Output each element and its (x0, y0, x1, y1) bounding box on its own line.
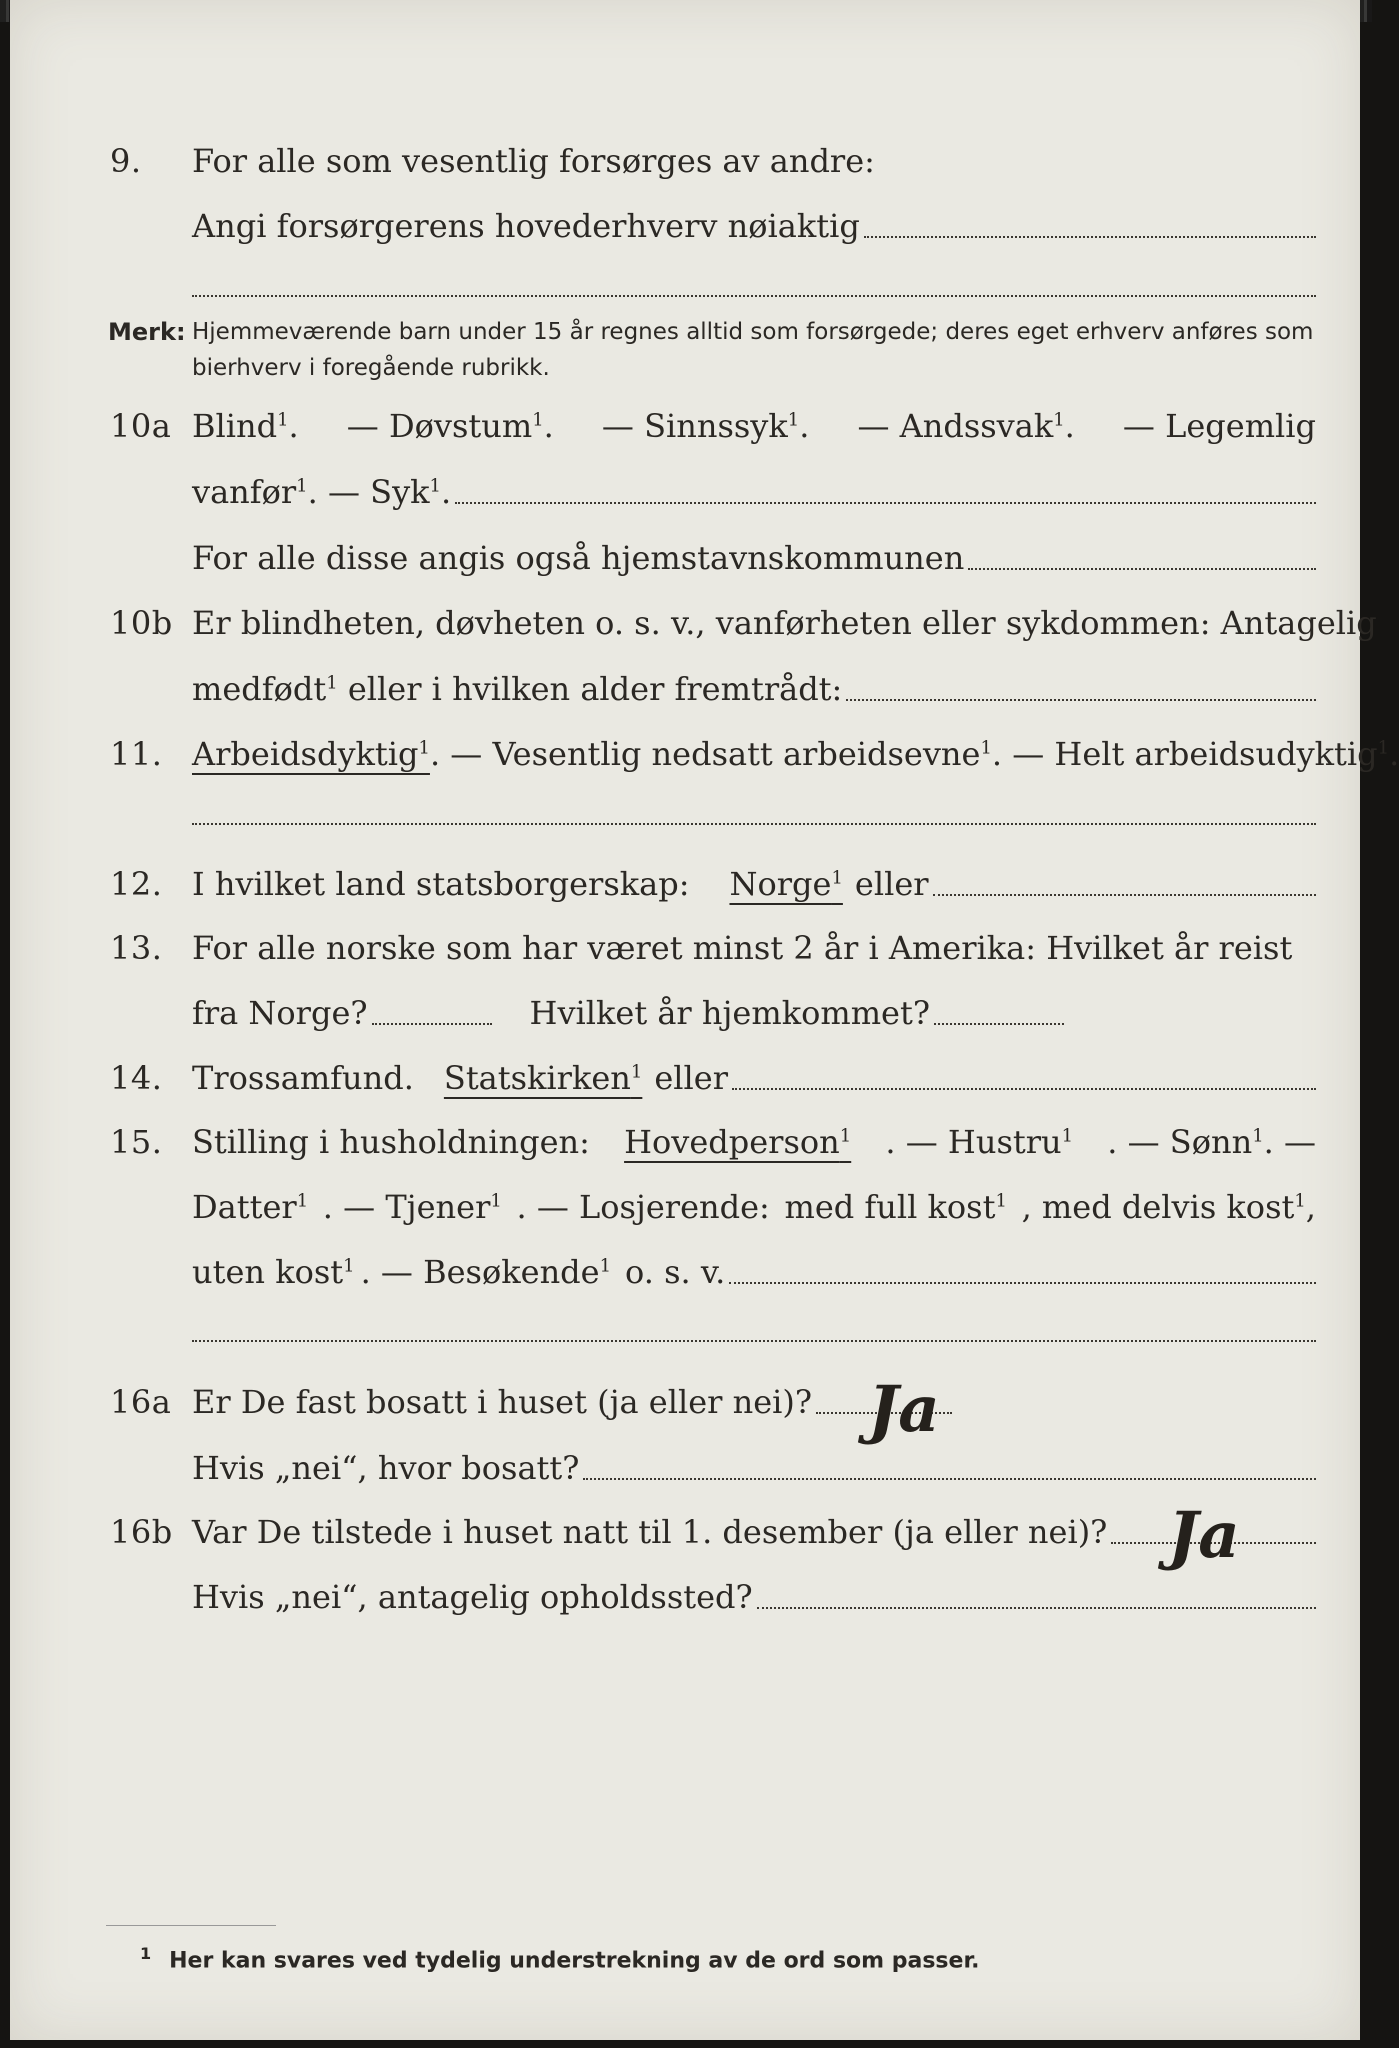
q15-row-1 (0, 1116, 1372, 1168)
q15-extra-line[interactable] (192, 1340, 1316, 1342)
q9-number: 9. (110, 142, 142, 180)
q10a-row-1 (0, 400, 1372, 452)
option-udyktig: . — Helt arbeidsudyktig$^1$. (991, 735, 1399, 773)
q16a-question: Er De fast bosatt i huset (ja eller nei)? (192, 1383, 813, 1421)
option-medfodt: medfødt$^1$ (192, 670, 338, 708)
q16b-question: Var De tilstede i huset natt til 1. desember (ja eller nei)? (192, 1513, 1108, 1551)
q10b-question: Er blindheten, døvheten o. s. v., vanførheten eller sykdommen: Antagelig (192, 604, 1377, 642)
q15-answer-line[interactable] (729, 1280, 1316, 1284)
q16a-row-1 (0, 1376, 1372, 1428)
q9-extra-line[interactable] (192, 295, 1316, 297)
q15-row-3 (0, 1246, 1372, 1298)
q13-reist-line[interactable] (372, 1021, 492, 1025)
q14-answer-line[interactable] (732, 1086, 1316, 1090)
option-statskirken-underlined: Statskirken$^1$ (443, 1059, 643, 1097)
q16b-handwritten-answer: Ja (1168, 1498, 1240, 1573)
q10a-hjemstavn-line[interactable] (968, 566, 1316, 570)
q10b-answer-line[interactable] (846, 697, 1316, 701)
q11-number: 11. (110, 735, 163, 773)
q13-number: 13. (110, 929, 163, 967)
q9-row-2 (0, 200, 1372, 252)
q13-row-1 (0, 922, 1372, 974)
option-vanfor: vanfør$^1$. (192, 473, 328, 511)
option-norge-underlined: Norge$^1$ (729, 865, 843, 903)
option-syk: — Syk$^1$. (327, 473, 452, 511)
q12-row (0, 858, 1372, 910)
option-full-kost: med full kost$^1$ (784, 1188, 1007, 1226)
q15-row-2 (0, 1181, 1372, 1233)
q12-question: I hvilket land statsborgerskap: (192, 865, 690, 903)
option-sonn: . — Sønn$^1$. — (1107, 1123, 1316, 1161)
q11-row (0, 728, 1399, 780)
option-arbeidsdyktig-underlined: Arbeidsdyktig$^1$ (192, 735, 430, 773)
q10a-row-2 (0, 466, 1372, 518)
option-delvis-kost: , med delvis kost$^1$, (1021, 1188, 1316, 1226)
q9-row-1 (0, 135, 1372, 187)
q10b-number: 10b (110, 604, 173, 642)
option-legemlig: — Legemlig (1122, 407, 1316, 445)
q13-hjemkommet-line[interactable] (934, 1021, 1064, 1025)
q12-answer-line[interactable] (933, 892, 1316, 896)
q16a-number: 16a (110, 1383, 172, 1421)
q16a-hvis-nei-label: Hvis „nei“, hvor bosatt? (192, 1449, 580, 1487)
q14-eller: eller (654, 1059, 728, 1097)
q14-row (0, 1052, 1372, 1104)
option-tjener: . — Tjener$^1$ (322, 1188, 502, 1226)
q9-question: For alle som vesentlig forsørges av andre: (192, 142, 875, 180)
q16b-opholdssted-line[interactable] (757, 1605, 1316, 1609)
q10b-row-1 (0, 597, 1377, 649)
q10b-alder-label: eller i hvilken alder fremtrådt: (347, 670, 843, 708)
q15-number: 15. (110, 1123, 163, 1161)
merk-text: Hjemmeværende barn under 15 år regnes alltid som forsørgede; deres eget erhverv anføres som bierhverv i foregående rubrikk. (192, 319, 1314, 381)
q10b-row-2 (0, 663, 1372, 715)
q10a-number: 10a (110, 407, 172, 445)
footnote (140, 1944, 980, 1973)
footnote-rule (106, 1925, 276, 1926)
q12-eller: eller (854, 865, 929, 903)
q16b-hvis-nei-label: Hvis „nei“, antagelig opholdssted? (192, 1578, 753, 1616)
option-besokende: . — Besøkende$^1$ (360, 1253, 612, 1291)
q12-number: 12. (110, 865, 163, 903)
q16b-number: 16b (110, 1513, 173, 1551)
q14-number: 14. (110, 1059, 163, 1097)
q16a-handwritten-answer: Ja (868, 1372, 940, 1447)
q16b-row-1 (0, 1506, 1372, 1558)
q16a-bosatt-line[interactable] (583, 1476, 1316, 1480)
footnote-text: Her kan svares ved tydelig understrekning av de ord som passer. (169, 1948, 980, 1974)
q13-hjemkommet-label: Hvilket år hjemkommet? (529, 994, 930, 1032)
q16b-row-2 (0, 1571, 1372, 1623)
q14-label: Trossamfund. (192, 1059, 414, 1097)
q16a-row-2 (0, 1442, 1372, 1494)
option-nedsatt: . — Vesentlig nedsatt arbeidsevne$^1$ (429, 735, 992, 773)
option-hovedperson-underlined: Hovedperson$^1$ (624, 1123, 852, 1161)
option-uten-kost: uten kost$^1$ (192, 1253, 355, 1291)
option-dovstum: — Døvstum$^1$. (346, 407, 554, 445)
merk-label: Merk: (108, 318, 186, 346)
q15-osv: o. s. v. (625, 1253, 726, 1291)
q11-extra-line[interactable] (192, 823, 1316, 825)
q13-question: For alle norske som har været minst 2 år i Amerika: Hvilket år reist (192, 929, 1293, 967)
q10a-row-3 (0, 532, 1372, 584)
option-andssvak: — Andssvak$^1$. (857, 407, 1075, 445)
q13-row-2 (0, 987, 1372, 1039)
q10a-answer-line[interactable] (455, 500, 1316, 504)
q9-subquestion: Angi forsørgerens hovederhverv nøiaktig (192, 207, 860, 245)
option-losjerende: . — Losjerende: (516, 1188, 770, 1226)
option-sinnssyk: — Sinnssyk$^1$. (601, 407, 810, 445)
option-datter: Datter$^1$ (192, 1188, 309, 1226)
option-blind: Blind$^1$. (192, 407, 299, 445)
q10a-hjemstavn-label: For alle disse angis også hjemstavnskommunen (192, 539, 965, 577)
q13-reist-label: fra Norge? (192, 994, 368, 1032)
q9-answer-line[interactable] (864, 234, 1316, 238)
footnote-mark: 1 (140, 1944, 152, 1963)
option-hustru: . — Hustru$^1$ (885, 1123, 1074, 1161)
q15-label: Stilling i husholdningen: (192, 1123, 590, 1161)
